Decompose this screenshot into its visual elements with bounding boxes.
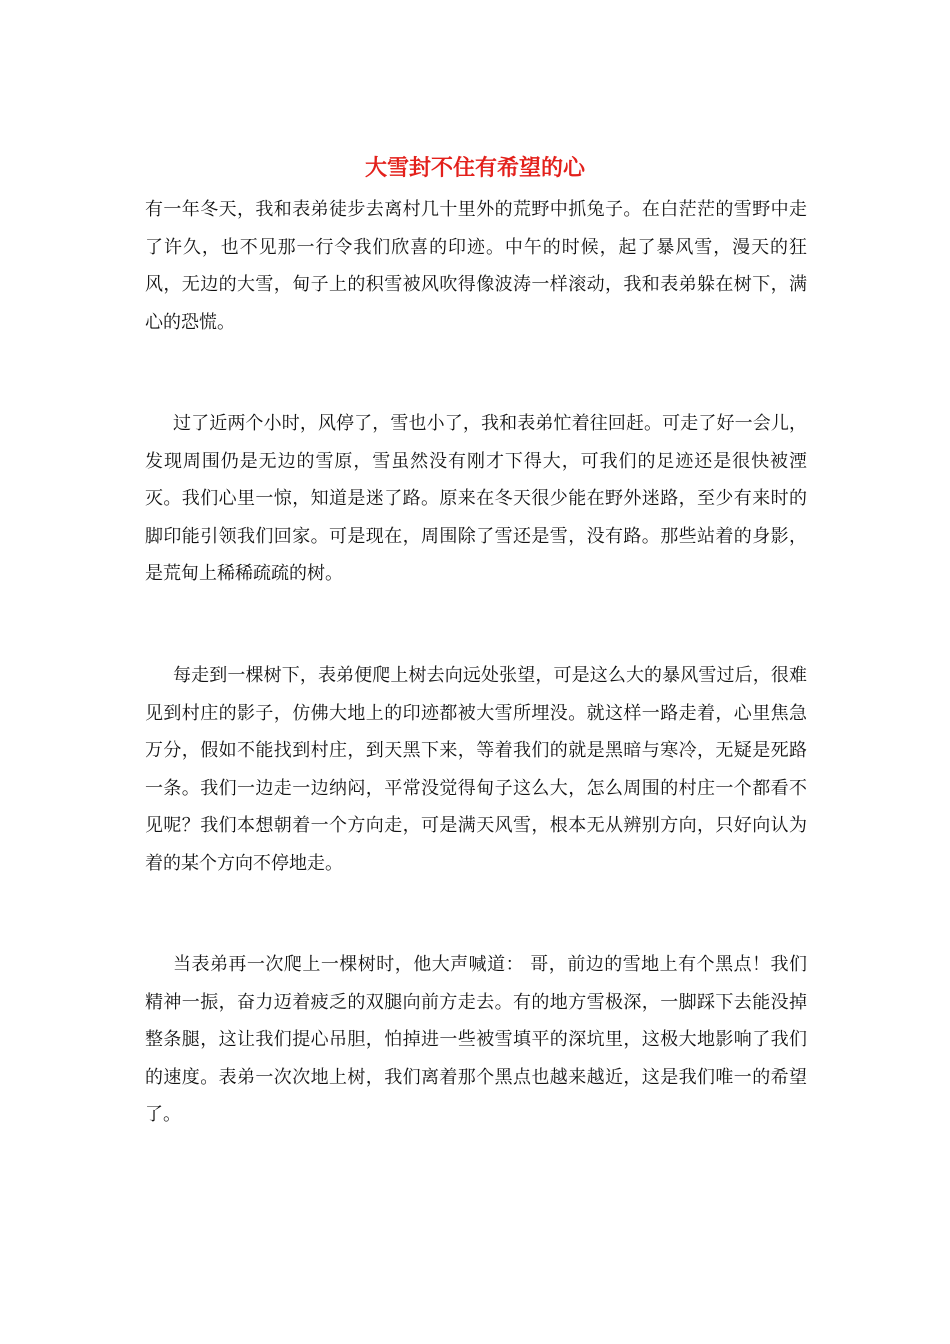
document-title: 大雪封不住有希望的心: [364, 155, 585, 181]
paragraph-3: 每走到一棵树下，表弟便爬上树去向远处张望，可是这么大的暴风雪过后，很难见到村庄的影子，仿佛大地上的印迹都被大雪所埋没。就这样一路走着，心里焦急万分，假如不能找到村庄，到天黑下来，等着我们的就是黑暗与寒冷，无疑是死路一条。我们一边走一边纳闷，平常没觉得甸子这么大，怎么周围的村庄一个都看不见呢？我们本想朝着一个方向走，可是满天风雪，根本无从辨别方向，只好向认为着的某个方向不停地走。: [145, 665, 807, 874]
paragraph-2: 过了近两个小时，风停了，雪也小了，我和表弟忙着往回赶。可走了好一会儿，发现周围仍是无边的雪原，雪虽然没有刚才下得大，可我们的足迹还是很快被湮灭。我们心里一惊，知道是迷了路。原来在冬天很少能在野外迷路，至少有来时的脚印能引领我们回家。可是现在，周围除了雪还是雪，没有路。那些站着的身影，是荒甸上稀稀疏疏的树。: [145, 413, 807, 584]
paragraph-4: 当表弟再一次爬上一棵树时，他大声喊道： 哥，前边的雪地上有个黑点！我们精神一振，奋力迈着疲乏的双腿向前方走去。有的地方雪极深，一脚踩下去能没掉整条腿，这让我们提心吊胆，怕掉进一些被雪填平的深坑里，这极大地影响了我们的速度。表弟一次次地上树，我们离着那个黑点也越来越近，这是我们唯一的希望了。: [145, 954, 807, 1125]
paragraph-1: 有一年冬天，我和表弟徒步去离村几十里外的荒野中抓兔子。在白茫茫的雪野中走了许久，也不见那一行令我们欣喜的印迹。中午的时候，起了暴风雪，漫天的狂风，无边的大雪，甸子上的积雪被风吹得像波涛一样滚动，我和表弟躲在树下，满心的恐慌。: [145, 199, 807, 333]
